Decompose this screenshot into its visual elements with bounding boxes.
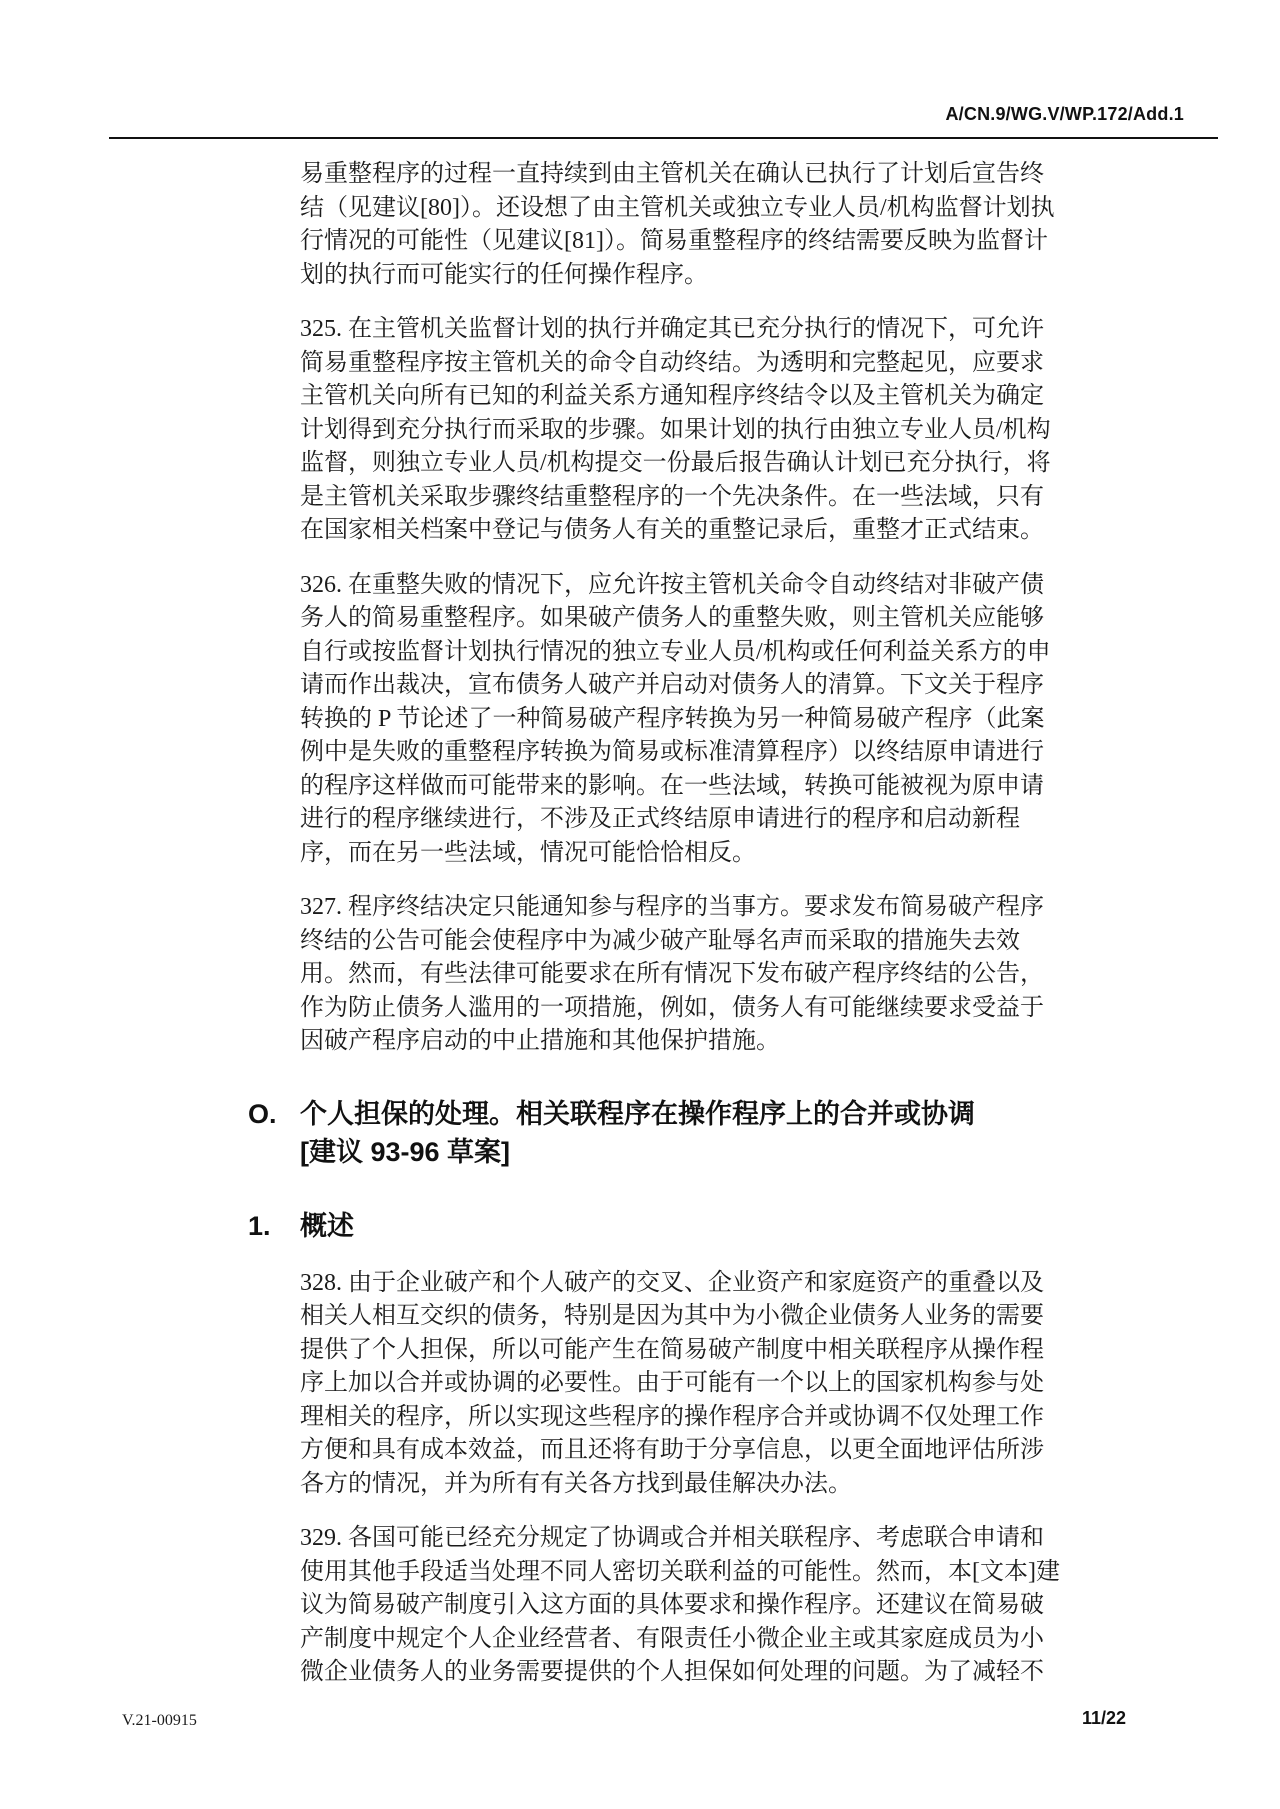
- footer-page-number: 11/22: [1082, 1708, 1127, 1728]
- text-line: 序上加以合并或协调的必要性。由于可能有一个以上的国家机构参与处: [300, 1370, 1044, 1396]
- subsection-heading-text: 概述: [300, 1210, 354, 1241]
- text-line: 产制度中规定个人企业经营者、有限责任小微企业主或其家庭成员为小: [300, 1625, 1044, 1652]
- text-line: 作为防止债务人滥用的一项措施，例如，债务人有可能继续要求受益于: [300, 994, 1044, 1021]
- text-line: 例中是失败的重整程序转换为简易或标准清算程序）以终结原申请进行: [300, 739, 1044, 765]
- section-heading-line: 个人担保的处理。相关联程序在操作程序上的合并或协调: [300, 1098, 975, 1129]
- text-line: 请而作出裁决，宣布债务人破产并启动对债务人的清算。下文关于程序: [300, 672, 1044, 698]
- text-line: 326. 在重整失败的情况下，应允许按主管机关命令自动终结对非破产债: [300, 571, 1044, 598]
- paragraph-325: [300, 313, 1100, 548]
- text-line: 监督，则独立专业人员/机构提交一份最后报告确认计划已充分执行，将: [300, 450, 1051, 476]
- header-rule: [109, 137, 1218, 139]
- text-line: 进行的程序继续进行，不涉及正式终结原申请进行的程序和启动新程: [300, 806, 1020, 832]
- body-column: [248, 158, 1100, 1690]
- paragraph-329: [300, 1522, 1100, 1690]
- text-line: 329. 各国可能已经充分规定了协调或合并相关联程序、考虑联合申请和: [300, 1525, 1044, 1551]
- text-line: 的程序这样做而可能带来的影响。在一些法域，转换可能被视为原申请: [300, 772, 1044, 799]
- text-line: 提供了个人担保，所以可能产生在简易破产制度中相关联程序从操作程: [300, 1336, 1044, 1363]
- text-line: 微企业债务人的业务需要提供的个人担保如何处理的问题。为了减轻不: [300, 1659, 1044, 1685]
- section-heading-line: [建议 93-96 草案]: [300, 1136, 511, 1167]
- text-line: 327. 程序终结决定只能通知参与程序的当事方。要求发布简易破产程序: [300, 894, 1044, 920]
- text-line: 理相关的程序，所以实现这些程序的操作程序合并或协调不仅处理工作: [300, 1403, 1044, 1430]
- text-line: 划的执行而可能实行的任何操作程序。: [300, 261, 708, 288]
- paragraph-327: [300, 891, 1100, 1059]
- text-line: 行情况的可能性（见建议[81]）。简易重整程序的终结需要反映为监督计: [300, 228, 1048, 254]
- text-line: 主管机关向所有已知的利益关系方通知程序终结令以及主管机关为确定: [300, 383, 1044, 409]
- text-line: 议为简易破产制度引入这方面的具体要求和操作程序。还建议在简易破: [300, 1592, 1044, 1618]
- text-line: 自行或按监督计划执行情况的独立专业人员/机构或任何利益关系方的申: [300, 638, 1051, 665]
- text-line: 终结的公告可能会使程序中为减少破产耻辱名声而采取的措施失去效: [300, 927, 1020, 954]
- text-line: 328. 由于企业破产和个人破产的交叉、企业资产和家庭资产的重叠以及: [300, 1269, 1044, 1296]
- text-line: 使用其他手段适当处理不同人密切关联利益的可能性。然而，本[文本]建: [300, 1558, 1060, 1585]
- text-line: 在国家相关档案中登记与债务人有关的重整记录后，重整才正式结束。: [300, 517, 1044, 543]
- text-line: 相关人相互交织的债务，特别是因为其中为小微企业债务人业务的需要: [300, 1303, 1044, 1329]
- paragraph-326: [300, 569, 1100, 871]
- text-line: 结（见建议[80]）。还设想了由主管机关或独立专业人员/机构监督计划执: [300, 194, 1055, 221]
- subsection-heading-1: [248, 1207, 1100, 1245]
- section-label: O.: [248, 1098, 277, 1129]
- doc-symbol: A/CN.9/WG.V/WP.172/Add.1: [945, 104, 1184, 124]
- text-line: 务人的简易重整程序。如果破产债务人的重整失败，则主管机关应能够: [300, 605, 1044, 631]
- text-line: 方便和具有成本效益，而且还将有助于分享信息，以更全面地评估所涉: [300, 1437, 1044, 1463]
- text-line: 转换的 P 节论述了一种简易破产程序转换为另一种简易破产程序（此案: [300, 705, 1045, 732]
- text-line: 各方的情况，并为所有有关各方找到最佳解决办法。: [300, 1470, 852, 1497]
- footer-doc-number: V.21-00915: [122, 1712, 197, 1729]
- text-line: 易重整程序的过程一直持续到由主管机关在确认已执行了计划后宣告终: [300, 161, 1044, 187]
- subsection-label: 1.: [248, 1210, 271, 1241]
- text-line: 325. 在主管机关监督计划的执行并确定其已充分执行的情况下，可允许: [300, 316, 1044, 342]
- text-line: 用。然而，有些法律可能要求在所有情况下发布破产程序终结的公告，: [300, 961, 1044, 987]
- text-line: 因破产程序启动的中止措施和其他保护措施。: [300, 1028, 780, 1054]
- paragraph-324-continuation: [300, 158, 1100, 292]
- text-line: 序，而在另一些法域，情况可能恰恰相反。: [300, 839, 756, 866]
- text-line: 简易重整程序按主管机关的命令自动终结。为透明和完整起见，应要求: [300, 349, 1044, 376]
- paragraph-328: [300, 1267, 1100, 1502]
- text-line: 是主管机关采取步骤终结重整程序的一个先决条件。在一些法域，只有: [300, 483, 1044, 510]
- text-line: 计划得到充分执行而采取的步骤。如果计划的执行由独立专业人员/机构: [300, 416, 1051, 443]
- section-heading-o: [248, 1095, 1100, 1171]
